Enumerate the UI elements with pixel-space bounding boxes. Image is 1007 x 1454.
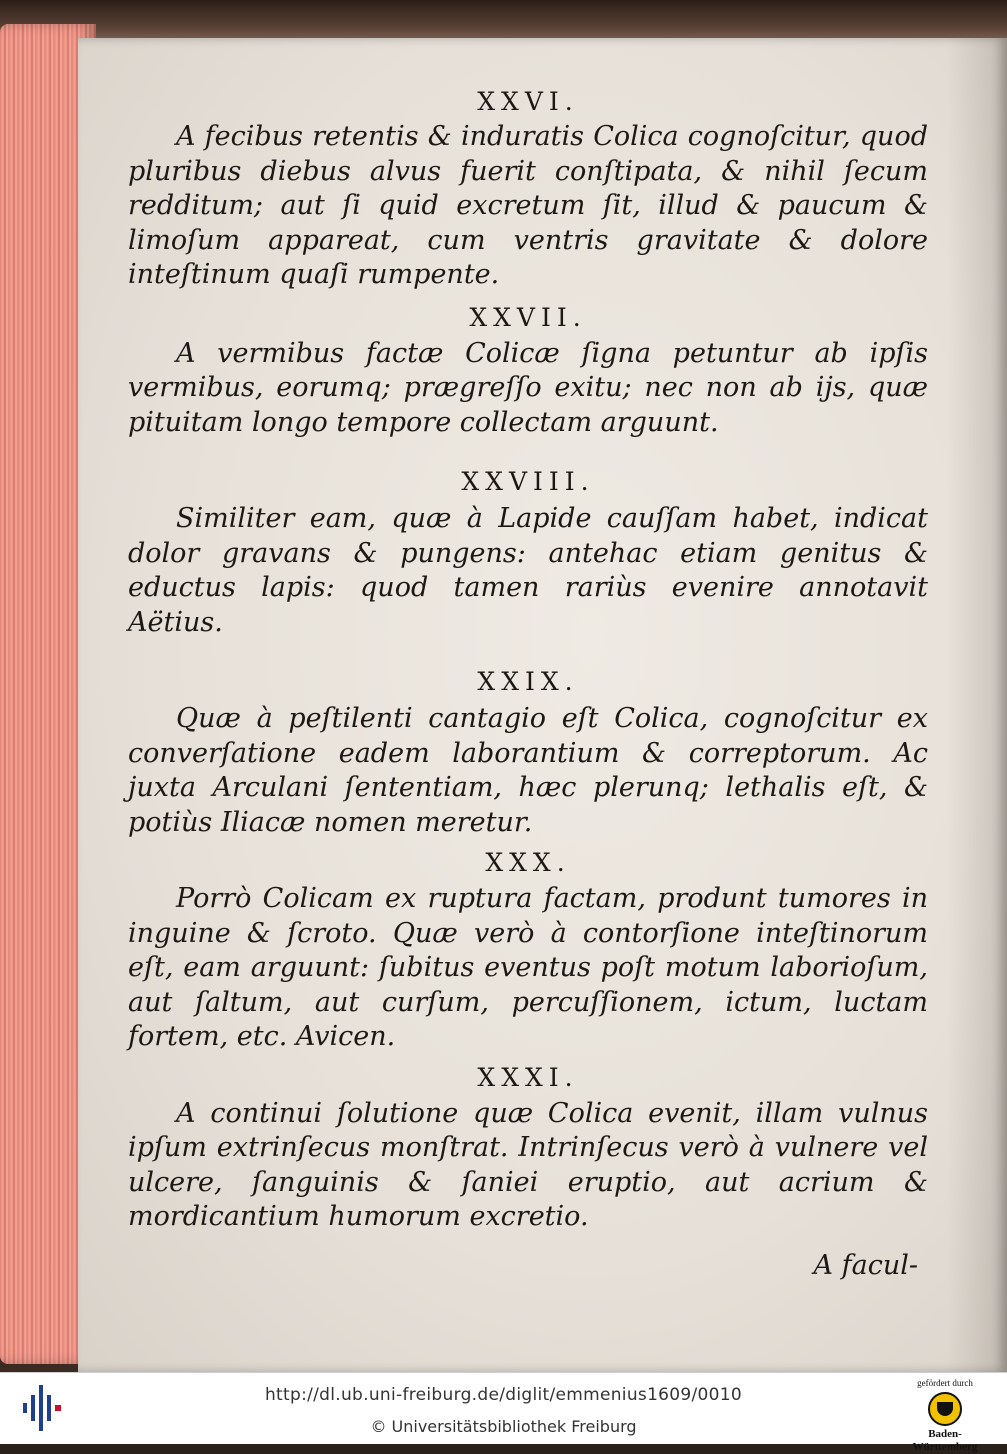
document-url-link[interactable]: http://dl.ub.uni-freiburg.de/diglit/emmenius1609/0010 — [264, 1385, 743, 1405]
sponsor-label: gefördert durch — [917, 1378, 973, 1388]
sponsor-badge[interactable] — [897, 1375, 993, 1453]
section-paragraph: Quæ à peſtilenti cantagio eſt Colica, cognoſcitur ex converſatione eadem laborantium & correptorum. Ac juxta Arculani ſententiam, hæc plerunq; lethalis eſt, & potiùs Iliacæ nomen meretur. — [128, 703, 928, 838]
section-paragraph: A fecibus retentis & induratis Colica cognoſcitur, quod pluribus diebus alvus fuerit conſtipata, & nihil ſecum redditum; aut ſi quid excretum ſit, illud & paucum & limoſum appareat, cum ventris gravitate & dolore inteſtinum quaſi rumpente. — [128, 121, 928, 290]
section-heading: XXVIII. — [461, 467, 595, 496]
catchword: A facul- — [813, 1249, 918, 1281]
baden-wuerttemberg-emblem-icon — [928, 1392, 962, 1426]
section-paragraph: A continui ſolutione quæ Colica evenit, illam vulnus ipſum extrinſecus monſtrat. Intrinſecus verò à vulnere vel ulcere, ſanguinis & ſaniei eruptio, aut acrium & mordicantium humorum excretio. — [128, 1097, 928, 1232]
section-paragraph: A vermibus factæ Colicæ ſigna petuntur ab ipſis vermibus, eorumq; prægreſſo exitu; nec non ab ijs, quæ pituitam longo tempore collectam arguunt. — [128, 337, 928, 438]
page-text — [128, 84, 928, 1283]
section-heading: XXVI. — [477, 87, 579, 116]
viewer-footer — [0, 1372, 1007, 1453]
section-paragraph: Similiter eam, quæ à Lapide cauſſam habet, indicat dolor gravans & pungens: antehac etiam genitus & eductus lapis: quod tamen rariùs evenire annotavit Aëtius. — [128, 503, 928, 638]
book-cover-top — [0, 0, 1007, 40]
section-heading: XXIX. — [477, 667, 579, 696]
sponsor-name: Baden-Württemberg — [912, 1428, 978, 1453]
section-paragraph: Porrò Colicam ex ruptura factam, produnt tumores in inguine & ſcroto. Quæ verò à contorſione inteſtinorum eſt, eam arguunt: ſubitus eventus poſt motum laborioſum, aut ſaltum, aut curſum, percuſſionem, ictum, luctam fortem, etc. Avicen. — [128, 883, 928, 1052]
section-heading: XXXI. — [477, 1062, 579, 1092]
section-heading: XXVII. — [469, 302, 587, 332]
copyright-text: © Universitätsbibliothek Freiburg — [370, 1417, 637, 1436]
page-gutter-shade — [947, 38, 1007, 1372]
section-heading: XXX. — [485, 848, 571, 877]
